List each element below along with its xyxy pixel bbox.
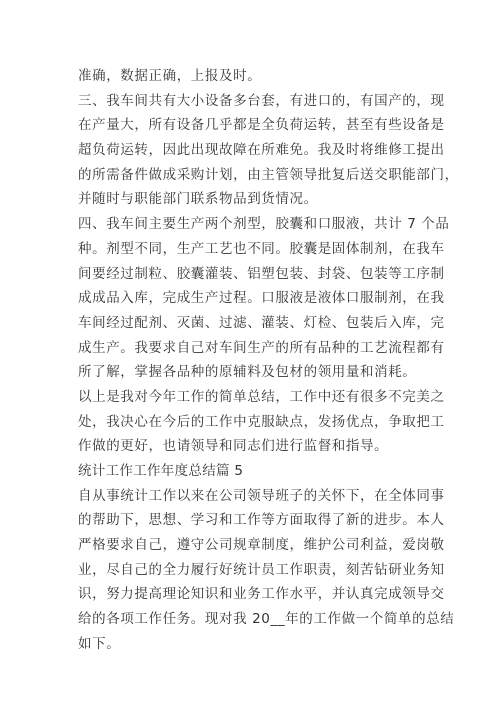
paragraph-line: 车间经过配剂、灭菌、过滤、灌装、灯检、包装后入库，完 xyxy=(78,314,445,331)
paragraph-line: 超负荷运转，因此出现故障在所难免。我及时将维修工提出 xyxy=(78,142,445,159)
paragraph-line: 作做的更好，也请领导和同志们进行监督和指导。 xyxy=(78,438,389,455)
paragraph-line: 四、我车间主要生产两个剂型，胶囊和口服液，共计 7 个品 xyxy=(78,216,450,233)
paragraph-line: 的帮助下，思想、学习和工作等方面取得了新的进步。本人 xyxy=(78,512,445,529)
paragraph-line: 并随时与职能部门联系物品到货情况。 xyxy=(78,191,318,208)
section-heading: 统计工作工作年度总结篇 5 xyxy=(78,463,244,479)
paragraph-line: 成生产。我要求自己对车间生产的所有品种的工艺流程都有 xyxy=(78,339,445,356)
paragraph-line: 如下。 xyxy=(78,635,121,652)
paragraph-line: 以上是我对今年工作的简单总结，工作中还有很多不完美之 xyxy=(78,388,445,405)
document-body xyxy=(78,64,459,657)
paragraph-line: 种。剂型不同，生产工艺也不同。胶囊是固体制剂，在我车 xyxy=(78,240,445,257)
paragraph-line: 自从事统计工作以来在公司领导班子的关怀下，在全体同事 xyxy=(78,487,445,504)
paragraph-line: 业，尽自己的全力履行好统计员工作职责，刻苦钻研业务知 xyxy=(78,561,445,578)
paragraph-line: 的所需备件做成采购计划，由主管领导批复后送交职能部门， xyxy=(78,166,459,183)
paragraph-line: 三、我车间共有大小设备多台套，有进口的，有国产的，现 xyxy=(78,92,445,109)
paragraph-line: 给的各项工作任务。现对我 20__年的工作做一个简单的总结 xyxy=(78,611,455,628)
paragraph-line: 间要经过制粒、胶囊灌装、铝塑包装、封袋、包装等工序制 xyxy=(78,265,445,282)
paragraph-line: 识，努力提高理论知识和业务工作水平，并认真完成领导交 xyxy=(78,586,445,603)
paragraph-line: 准确，数据正确，上报及时。 xyxy=(78,68,262,84)
paragraph-line: 所了解，掌握各品种的原辅料及包材的领用量和消耗。 xyxy=(78,364,417,381)
paragraph-line: 严格要求自己，遵守公司规章制度，维护公司利益，爱岗敬 xyxy=(78,537,445,554)
paragraph-line: 成成品入库，完成生产过程。口服液是液体口服制剂，在我 xyxy=(78,290,445,307)
paragraph-line: 在产量大，所有设备几乎都是全负荷运转，甚至有些设备是 xyxy=(78,117,445,134)
paragraph-line: 处，我决心在今后的工作中克服缺点，发扬优点，争取把工 xyxy=(78,413,445,430)
